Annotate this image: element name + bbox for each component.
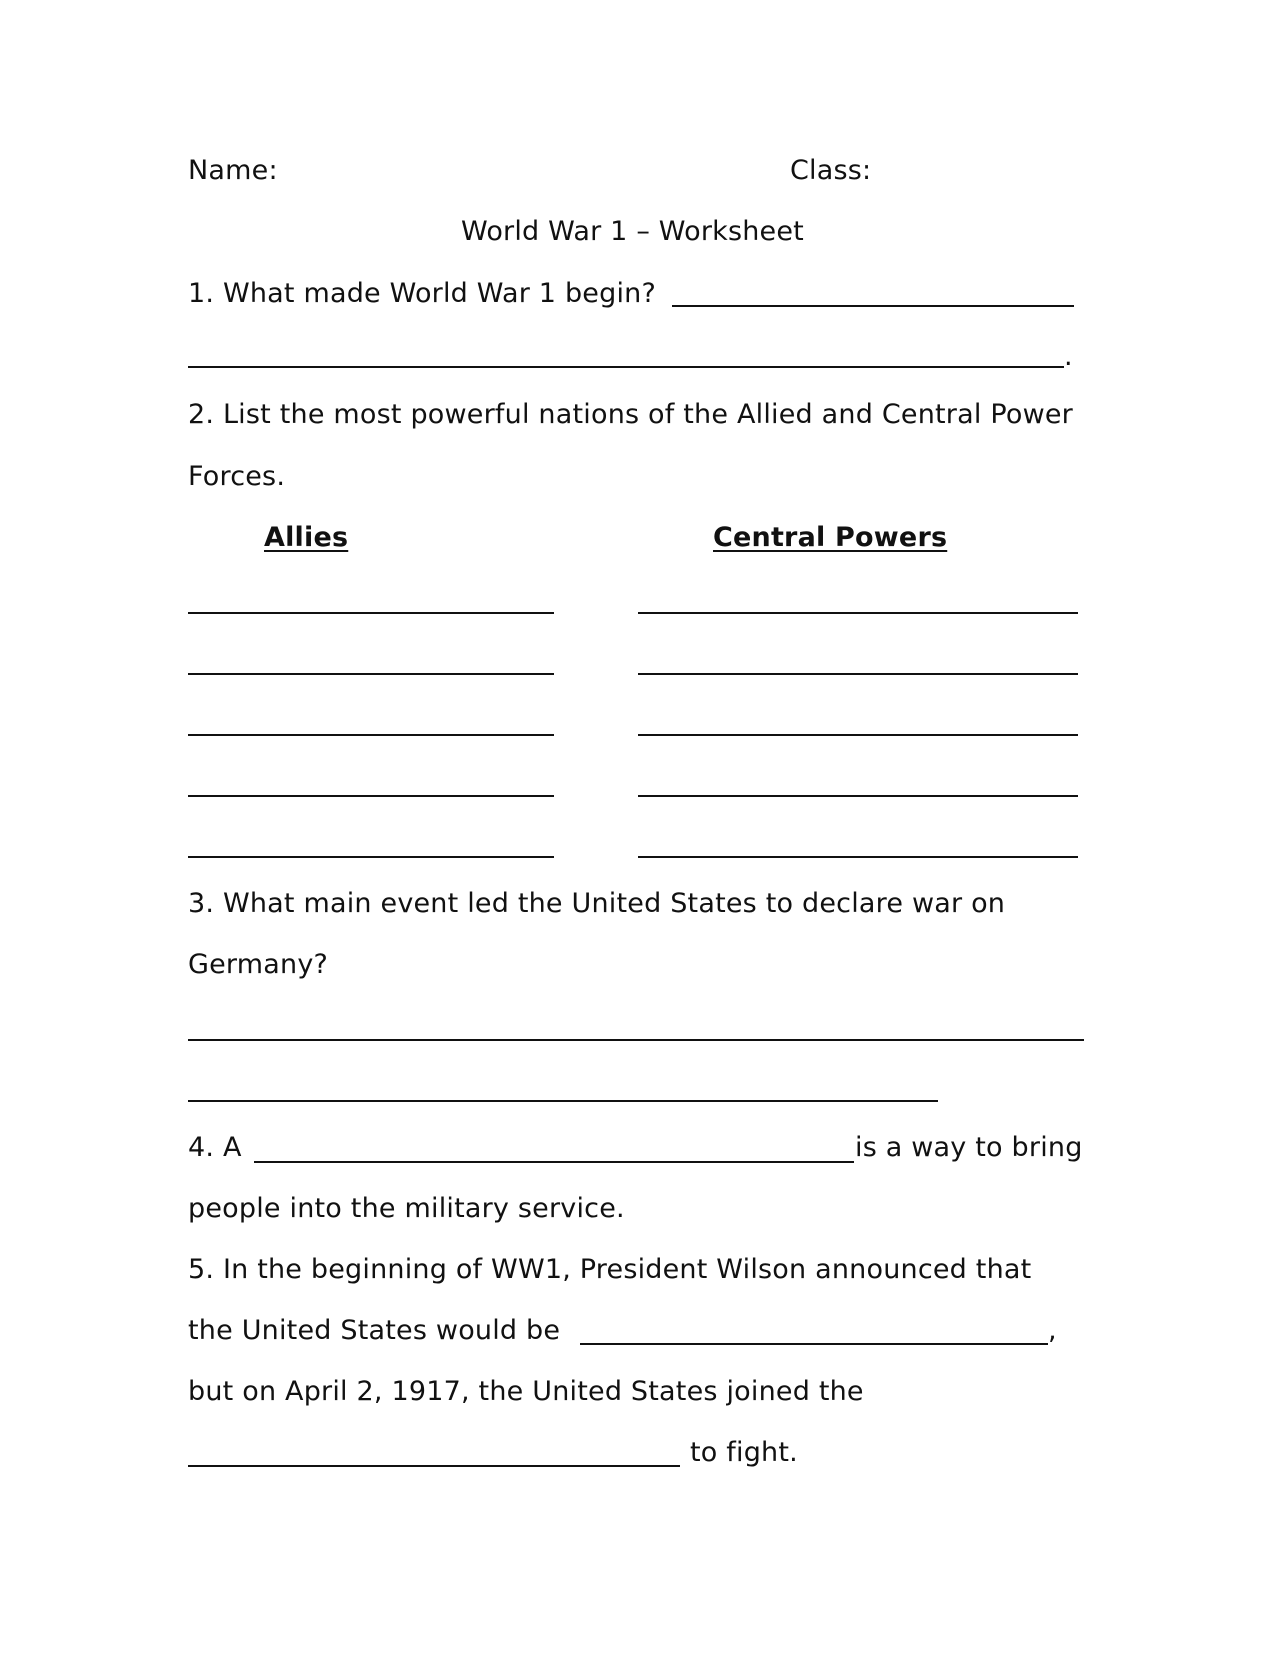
allies-answer-line-1[interactable] [188, 612, 554, 614]
question-1-answer-line-2[interactable] [188, 366, 1064, 368]
question-4-prefix: 4. A [188, 1132, 242, 1163]
page-title: World War 1 – Worksheet [461, 216, 804, 247]
question-5-answer-line-2[interactable] [188, 1465, 680, 1467]
allies-answer-line-3[interactable] [188, 734, 554, 736]
name-label: Name: [188, 155, 278, 186]
question-5-comma: , [1048, 1315, 1057, 1346]
central-powers-answer-line-2[interactable] [638, 673, 1078, 675]
question-1-answer-line-1[interactable] [672, 305, 1074, 307]
question-5-text-line-2: the United States would be [188, 1315, 561, 1346]
question-3-text-line-2: Germany? [188, 949, 329, 980]
allies-answer-line-2[interactable] [188, 673, 554, 675]
central-powers-answer-line-1[interactable] [638, 612, 1078, 614]
question-5-answer-line-1[interactable] [580, 1343, 1048, 1345]
central-powers-answer-line-3[interactable] [638, 734, 1078, 736]
central-powers-answer-line-4[interactable] [638, 795, 1078, 797]
allies-answer-line-4[interactable] [188, 795, 554, 797]
question-2-text-line-1: 2. List the most powerful nations of the Allied and Central Power [188, 399, 1073, 430]
question-4-text-line-2: people into the military service. [188, 1193, 625, 1224]
central-powers-answer-line-5[interactable] [638, 856, 1078, 858]
question-3-answer-line-2[interactable] [188, 1100, 938, 1102]
allies-answer-line-5[interactable] [188, 856, 554, 858]
question-5-suffix: to fight. [690, 1437, 798, 1468]
question-3-answer-line-1[interactable] [188, 1039, 1084, 1041]
question-1-period: . [1064, 341, 1073, 372]
central-powers-column-heading: Central Powers [713, 522, 948, 553]
question-3-text-line-1: 3. What main event led the United States to declare war on [188, 888, 1006, 919]
class-label: Class: [790, 155, 872, 186]
question-5-text-line-3: but on April 2, 1917, the United States joined the [188, 1376, 864, 1407]
question-4-suffix: is a way to bring [855, 1132, 1083, 1163]
question-2-text-line-2: Forces. [188, 461, 286, 492]
question-4-answer-line[interactable] [254, 1161, 854, 1163]
question-5-text-line-1: 5. In the beginning of WW1, President Wilson announced that [188, 1254, 1032, 1285]
question-1-text: 1. What made World War 1 begin? [188, 278, 656, 309]
allies-column-heading: Allies [264, 522, 349, 553]
